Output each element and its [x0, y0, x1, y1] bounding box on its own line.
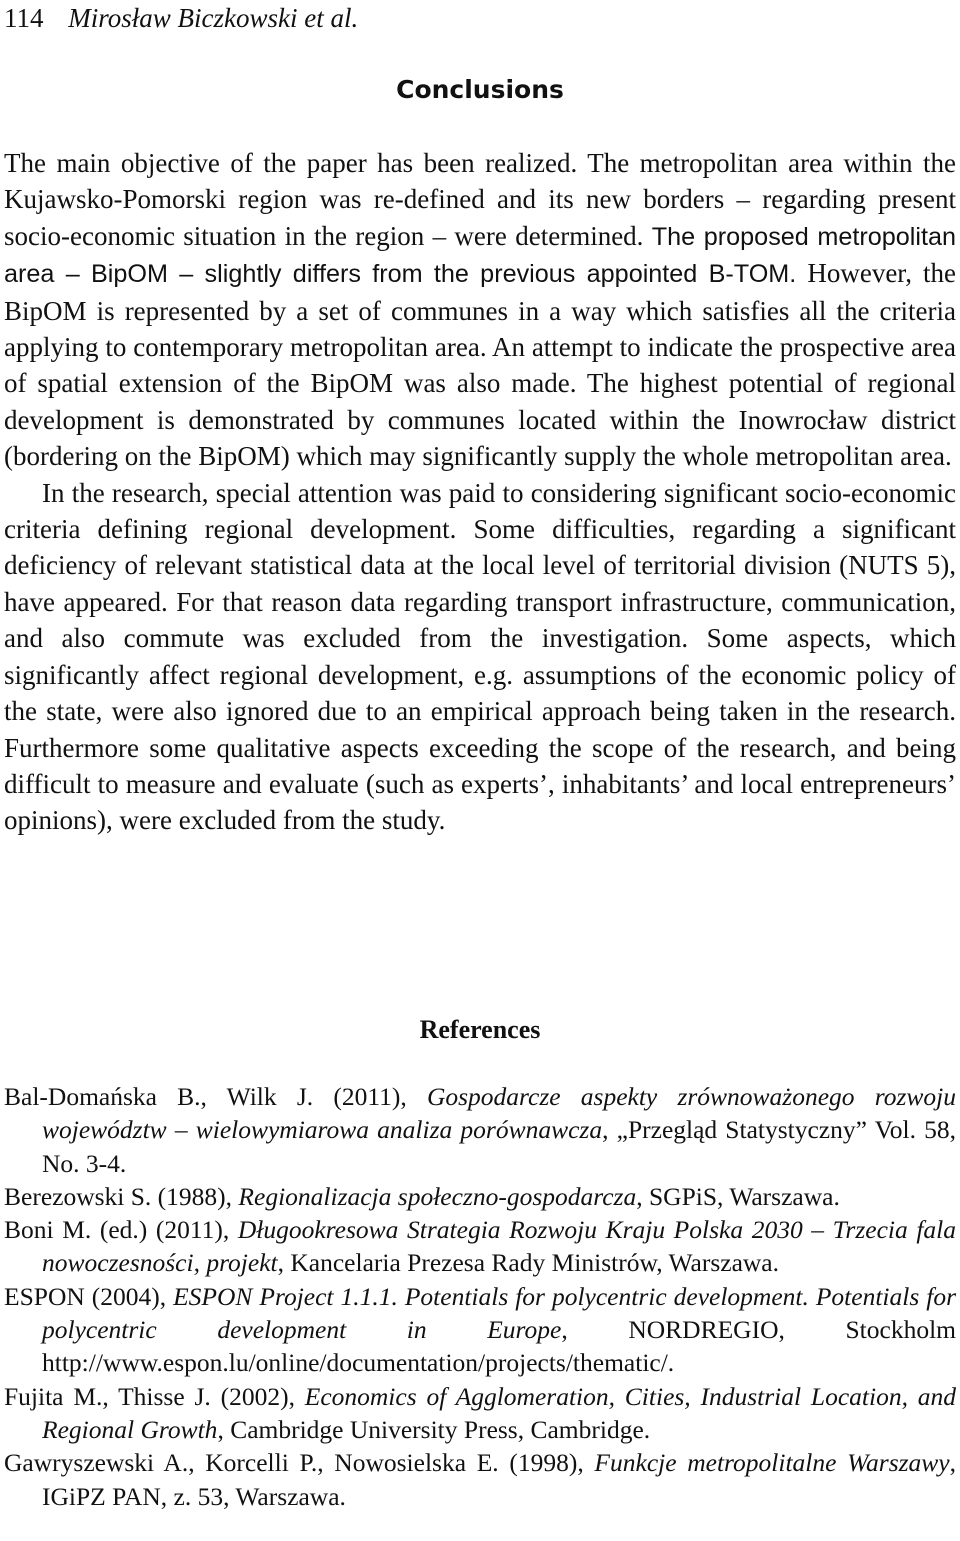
reference-title: Regionalizacja społeczno-gospodarcza: [238, 1181, 637, 1211]
conclusions-heading: Conclusions: [396, 75, 564, 104]
reference-authors: Fujita M., Thisse J. (2002),: [4, 1381, 305, 1411]
reference-authors: Berezowski S. (1988),: [4, 1181, 239, 1211]
p1-sentence-4: An attempt to indicate the prospective area of spatial extension of the BipOM was also made.: [4, 332, 956, 399]
reference-authors: Bal-Domańska B., Wilk J. (2011),: [4, 1082, 427, 1111]
p2-sentence-1: In the research, special attention was paid to considering significant socio-economic criteria defining regional development.: [4, 477, 956, 545]
reference-publisher: , IGiPZ PAN, z. 53, Warszawa.: [42, 1448, 956, 1511]
conclusions-body: [4, 145, 956, 839]
p1-sentence-2: The proposed metropolitan area – BipOM – slightly differs from the previous appointed B-TOM.: [4, 222, 956, 289]
reference-title: Gospodarcze aspekty zrównoważonego rozwoju województw – wielowymiarowa analiza porównawcza: [42, 1082, 956, 1145]
page-number: 114: [4, 3, 44, 33]
conclusions-paragraph-2: [4, 475, 956, 839]
reference-item: [4, 1446, 956, 1513]
reference-authors: Boni M. (ed.) (2011),: [4, 1215, 238, 1245]
reference-authors: ESPON (2004),: [4, 1281, 174, 1311]
reference-item: [4, 1213, 956, 1280]
reference-publisher: , SGPiS, Warszawa.: [636, 1181, 840, 1211]
reference-publisher: , Kancelaria Prezesa Rady Ministrów, Warszawa.: [277, 1248, 779, 1278]
references-heading: References: [419, 1015, 541, 1044]
reference-authors: Gawryszewski A., Korcelli P., Nowosielska E. (1998),: [4, 1448, 595, 1478]
reference-item: [4, 1080, 956, 1180]
reference-item: [4, 1180, 956, 1213]
reference-publisher: , NORDREGIO, Stockholm http://www.espon.lu/online/documentation/projects/thematic/.: [42, 1315, 956, 1378]
reference-item: [4, 1280, 956, 1380]
p1-sentence-3: However, the BipOM is represented by a set of communes in a way which satisfies all the criteria applying to contemporary metropolitan area.: [4, 258, 956, 363]
reference-title: ESPON Project 1.1.1. Potentials for polycentric development. Potentials for polycentric development in Europe: [42, 1281, 956, 1345]
p2-sentence-2: Some difficulties, regarding a significant deficiency of relevant statistical data at the local level of territorial division (NUTS 5), have appeared. For that reason data regarding transport infrastructure, communication, and also commute was excluded from the investigation. Some aspects, which significantly affect regional development, e.g. assumptions of the economic policy of the state, were also ignored due to an empirical approach being taken in the research. Furthermore some qualitative aspects exceeding the scope of the research, and being difficult to measure and evaluate (such as experts’, inhabitants’ and local entrepreneurs’ opinions), were excluded from the study.: [4, 514, 956, 836]
reference-item: [4, 1380, 956, 1447]
p1-sentence-5: The highest potential of regional development is demonstrated by communes located within the Inowrocław district (bordering on the BipOM) which may significantly supply the whole metropolitan area.: [4, 368, 956, 472]
conclusions-paragraph-1: [4, 145, 956, 475]
reference-title: Economics of Agglomeration, Cities, Industrial Location, and Regional Growth: [42, 1381, 956, 1444]
references-list: [4, 1080, 956, 1513]
reference-title: Długookresowa Strategia Rozwoju Kraju Polska 2030 – Trzecia fala nowoczesności, projekt: [42, 1215, 956, 1278]
running-authors: Mirosław Biczkowski et al.: [68, 3, 359, 33]
running-header: [4, 0, 358, 36]
p1-sentence-1: The main objective of the paper has been realized. The metropolitan area within the Kujawsko-Pomorski region was re-defined and its new borders – regarding present socio-economic situation in the region – were determined.: [4, 148, 956, 251]
reference-title: Funkcje metropolitalne Warszawy: [594, 1448, 950, 1478]
reference-publisher: , „Przegląd Statystyczny” Vol. 58, No. 3-4.: [42, 1115, 956, 1178]
reference-publisher: , Cambridge University Press, Cambridge.: [217, 1414, 651, 1444]
